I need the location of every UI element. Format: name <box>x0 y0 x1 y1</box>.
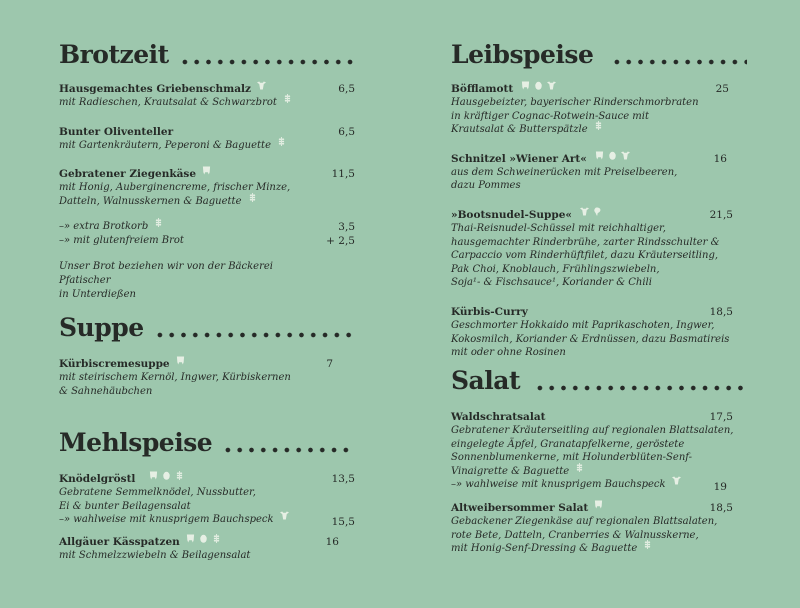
wheat-icon <box>175 471 184 480</box>
wheat-icon <box>154 218 163 227</box>
menu-item <box>59 472 355 527</box>
meat-icon <box>621 151 630 160</box>
menu-item <box>59 82 355 110</box>
wheat-icon <box>283 94 292 103</box>
section-leibspeise <box>451 40 747 375</box>
item-description: Ei & bunter Beilagensalat <box>59 500 191 512</box>
milk-icon <box>186 534 195 543</box>
item-description: Hausgebeizter, bayerischer Rinderschmorbraten <box>451 97 699 108</box>
section-header <box>59 428 355 464</box>
item-name: »Bootsnudel-Suppe« <box>451 208 572 221</box>
item-description: Soja¹- & Fischsauce¹, Koriander & Chili <box>451 277 652 289</box>
section-title: Salat <box>451 366 520 395</box>
item-description: Kokosmilch, Koriander & Erdnüssen, dazu Basmatireis <box>451 333 730 345</box>
milk-icon <box>521 81 530 90</box>
egg-icon <box>608 151 617 160</box>
bakery-note: Unser Brot beziehen wir von der Bäckerei Pfatischer in Unterdießen <box>59 260 273 300</box>
milk-icon <box>594 500 603 509</box>
milk-icon <box>176 356 185 365</box>
option-price: 15,5 <box>331 516 355 529</box>
item-description: rote Bete, Datteln, Cranberries & Walnusskerne, <box>451 529 699 541</box>
item-price: 17,5 <box>709 411 733 423</box>
item-name: Knödelgröstl <box>59 473 136 485</box>
item-price: 6,5 <box>338 125 355 138</box>
dotted-leader <box>222 446 355 454</box>
item-name: Waldschratsalat <box>451 411 546 423</box>
item-description: mit Radieschen, Krautsalat & Schwarzbrot <box>59 97 277 108</box>
egg-icon <box>199 534 208 543</box>
item-description: Datteln, Walnusskernen & Baguette <box>59 195 242 207</box>
item-description: Gebratener Kräuterseitling auf regionalen Blattsalaten, <box>451 425 734 436</box>
section-header <box>59 313 355 349</box>
meat-icon <box>547 81 556 90</box>
extra-option <box>59 220 355 234</box>
item-price: 21,5 <box>709 208 733 221</box>
menu-item <box>451 501 747 556</box>
meat-icon <box>580 207 589 216</box>
dotted-leader <box>179 58 355 66</box>
item-price: 6,5 <box>338 83 355 95</box>
item-description: Carpaccio vom Rinderhüftfilet, dazu Kräuterseitling, <box>451 250 719 262</box>
item-name: Gebratener Ziegenkäse <box>59 168 197 181</box>
item-description: Gebratene Semmelknödel, Nussbutter, <box>59 487 256 498</box>
section-suppe <box>59 313 355 413</box>
item-name: Schnitzel »Wiener Art« <box>451 152 587 165</box>
item-description: aus dem Schweinerücken mit Preiselbeeren, <box>451 166 678 178</box>
section-header <box>451 40 747 76</box>
meat-icon <box>257 81 266 90</box>
dotted-leader <box>154 331 355 339</box>
item-price: 11,5 <box>331 168 355 181</box>
dotted-leader <box>534 384 747 392</box>
section-mehlspeise <box>59 428 355 577</box>
item-price: 25 <box>715 83 729 95</box>
extra-option <box>59 234 355 248</box>
item-description: mit Honig, Auberginencreme, frischer Minze, <box>59 182 291 194</box>
extra-label: –» mit glutenfreiem Brot <box>59 234 184 246</box>
option-label: –» wahlweise mit knusprigem Bauchspeck <box>451 479 666 491</box>
item-description: mit steirischem Kernöl, Ingwer, Kürbiskernen <box>59 372 291 383</box>
item-description: eingelegte Äpfel, Granatapfelkerne, geröstete <box>451 438 685 450</box>
item-description: mit Gartenkräutern, Peperoni & Baguette <box>59 139 271 151</box>
milk-icon <box>202 166 211 175</box>
section-title: Suppe <box>59 313 144 342</box>
item-description: Vinaigrette & Baguette <box>451 465 570 477</box>
wheat-icon <box>575 463 584 472</box>
egg-icon <box>162 471 171 480</box>
item-description: Gebackener Ziegenkäse auf regionalen Blattsalaten, <box>451 515 718 527</box>
item-description: Geschmorter Hokkaido mit Paprikaschoten, Ingwer, <box>451 319 715 331</box>
item-price: 18,5 <box>709 501 733 514</box>
extra-label: –» extra Brotkorb <box>59 221 149 233</box>
menu-item <box>451 208 747 290</box>
item-name: Allgäuer Kässpatzen <box>59 535 180 548</box>
section-header <box>59 40 355 76</box>
item-price: 13,5 <box>331 473 355 485</box>
dotted-leader <box>611 58 747 66</box>
menu-item <box>59 167 355 208</box>
menu-item <box>451 410 747 492</box>
milk-icon <box>149 471 158 480</box>
item-name: Bunter Oliventeller <box>59 125 174 138</box>
menu-item <box>451 152 747 193</box>
meat-icon <box>280 511 289 520</box>
item-description: mit Schmelzzwiebeln & Beilagensalat <box>59 549 251 561</box>
menu-item <box>451 305 747 360</box>
menu-item <box>59 535 355 563</box>
section-header <box>451 366 747 402</box>
meat-icon <box>672 476 681 485</box>
section-brotzeit <box>59 40 355 302</box>
wheat-icon <box>277 137 286 146</box>
egg-icon <box>534 81 543 90</box>
menu-item <box>59 357 355 398</box>
item-price: 7 <box>326 358 333 370</box>
item-description: hausgemachter Rinderbrühe, zarter Rindsschulter & <box>451 236 720 248</box>
option-label: –» wahlweise mit knusprigem Bauchspeck <box>59 514 274 526</box>
item-name: Hausgemachtes Griebenschmalz <box>59 83 251 95</box>
option-price: 19 <box>713 481 727 494</box>
item-description: Thai-Reisnudel-Schüssel mit reichhaltiger, <box>451 222 666 234</box>
section-title: Mehlspeise <box>59 428 213 457</box>
item-option <box>59 513 355 527</box>
item-price: 18,5 <box>709 305 733 318</box>
section-title: Brotzeit <box>59 40 169 69</box>
milk-icon <box>595 151 604 160</box>
item-name: Böfflamott <box>451 83 514 95</box>
wheat-icon <box>643 540 652 549</box>
soy-icon <box>593 207 602 216</box>
item-name: Altweibersommer Salat <box>451 501 589 514</box>
extra-price: 3,5 <box>338 221 355 234</box>
wheat-icon <box>594 121 603 130</box>
menu-item <box>451 82 747 137</box>
item-option <box>451 478 747 492</box>
item-description: Krautsalat & Butterspätzle <box>451 124 588 136</box>
section-salat <box>451 366 747 571</box>
item-description: Sonnenblumenkerne, mit Holunderblüten-Senf- <box>451 452 692 464</box>
section-title: Leibspeise <box>451 40 594 69</box>
item-price: 16 <box>325 535 339 548</box>
item-description: mit oder ohne Rosinen <box>451 347 566 359</box>
item-description: Pak Choi, Knoblauch, Frühlingszwiebeln, <box>451 263 660 275</box>
item-name: Kürbis-Curry <box>451 305 528 318</box>
item-description: in kräftiger Cognac-Rotwein-Sauce mit <box>451 110 649 122</box>
menu-item <box>59 125 355 153</box>
item-description: dazu Pommes <box>451 180 521 192</box>
item-price: 16 <box>713 152 727 165</box>
item-description: mit Honig-Senf-Dressing & Baguette <box>451 543 638 555</box>
wheat-icon <box>212 534 221 543</box>
extra-price: + 2,5 <box>326 234 355 247</box>
item-name: Kürbiscremesuppe <box>59 358 170 370</box>
item-description: & Sahnehäubchen <box>59 385 153 397</box>
wheat-icon <box>248 193 257 202</box>
